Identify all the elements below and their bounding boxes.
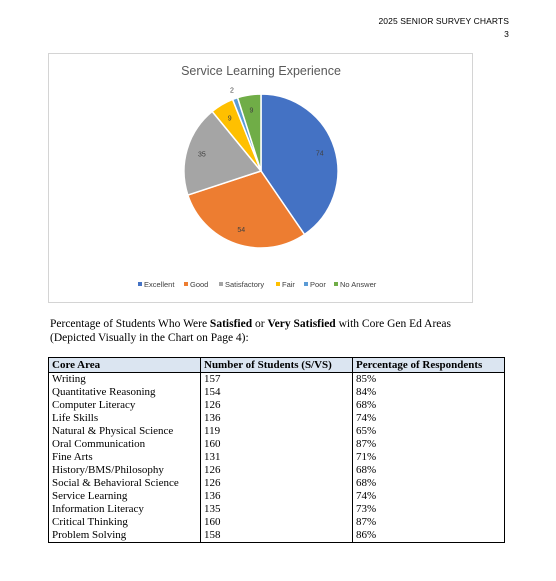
cell-core-area: Fine Arts (49, 451, 201, 464)
core-area-table (48, 357, 505, 543)
cell-percentage: 74% (353, 412, 505, 425)
cell-core-area: Service Learning (49, 490, 201, 503)
legend-label-good: Good (190, 280, 209, 289)
data-label-poor: 2 (230, 87, 234, 95)
table-row (49, 477, 505, 490)
cell-percentage: 73% (353, 503, 505, 516)
table-row (49, 516, 505, 529)
cell-core-area: Critical Thinking (49, 516, 201, 529)
cell-percentage: 86% (353, 529, 505, 543)
table-row (49, 451, 505, 464)
intro-text-line2: (Depicted Visually in the Chart on Page 4): (50, 332, 249, 344)
cell-number-of-students: 119 (201, 425, 353, 438)
cell-percentage: 68% (353, 399, 505, 412)
table-row (49, 373, 505, 387)
table-row (49, 464, 505, 477)
legend-label-no-answer: No Answer (340, 280, 377, 289)
cell-percentage: 84% (353, 386, 505, 399)
cell-core-area: Social & Behavioral Science (49, 477, 201, 490)
table-row (49, 399, 505, 412)
cell-core-area: Quantitative Reasoning (49, 386, 201, 399)
legend-label-excellent: Excellent (144, 280, 175, 289)
cell-number-of-students: 157 (201, 373, 353, 387)
legend-swatch-excellent (138, 282, 142, 286)
cell-core-area: Life Skills (49, 412, 201, 425)
intro-bold-very-satisfied: Very Satisfied (267, 318, 336, 330)
cell-percentage: 85% (353, 373, 505, 387)
legend-label-fair: Fair (282, 280, 295, 289)
header-core-area: Core Area (49, 358, 201, 373)
cell-core-area: Natural & Physical Science (49, 425, 201, 438)
cell-core-area: History/BMS/Philosophy (49, 464, 201, 477)
cell-number-of-students: 160 (201, 516, 353, 529)
legend-swatch-satisfactory (219, 282, 223, 286)
table-intro (50, 317, 510, 345)
data-label-satisfactory: 35 (198, 151, 206, 159)
cell-number-of-students: 126 (201, 477, 353, 490)
cell-percentage: 74% (353, 490, 505, 503)
table-row (49, 425, 505, 438)
table-row (49, 529, 505, 543)
cell-core-area: Problem Solving (49, 529, 201, 543)
cell-number-of-students: 135 (201, 503, 353, 516)
legend-swatch-poor (304, 282, 308, 286)
cell-number-of-students: 154 (201, 386, 353, 399)
cell-number-of-students: 126 (201, 399, 353, 412)
cell-core-area: Information Literacy (49, 503, 201, 516)
table-row (49, 412, 505, 425)
table-row (49, 490, 505, 503)
page-header-title: 2025 SENIOR SURVEY CHARTS (378, 16, 509, 26)
intro-text-1: Percentage of Students Who Were (50, 318, 210, 330)
intro-bold-satisfied: Satisfied (209, 318, 253, 330)
cell-core-area: Writing (49, 373, 201, 387)
cell-number-of-students: 158 (201, 529, 353, 543)
chart-title: Service Learning Experience (181, 64, 341, 78)
data-label-no-answer: 9 (249, 107, 254, 115)
legend-swatch-fair (276, 282, 280, 286)
legend-swatch-good (184, 282, 188, 286)
cell-number-of-students: 136 (201, 412, 353, 425)
cell-percentage: 87% (353, 516, 505, 529)
table-row (49, 503, 505, 516)
cell-percentage: 68% (353, 464, 505, 477)
table-row (49, 386, 505, 399)
legend-label-satisfactory: Satisfactory (225, 280, 265, 289)
cell-number-of-students: 131 (201, 451, 353, 464)
cell-number-of-students: 160 (201, 438, 353, 451)
data-label-excellent: 74 (315, 150, 324, 158)
legend-swatch-no-answer (334, 282, 338, 286)
cell-percentage: 68% (353, 477, 505, 490)
cell-core-area: Oral Communication (49, 438, 201, 451)
cell-percentage: 65% (353, 425, 505, 438)
cell-number-of-students: 136 (201, 490, 353, 503)
intro-text-3: with Core Gen Ed Areas (335, 318, 451, 330)
legend-label-poor: Poor (310, 280, 326, 289)
intro-text-2: or (252, 318, 268, 330)
page-number: 3 (504, 29, 509, 39)
cell-percentage: 87% (353, 438, 505, 451)
header-percentage: Percentage of Respondents (353, 358, 505, 373)
pie-chart (49, 54, 472, 302)
header-number-of-students: Number of Students (S/VS) (201, 358, 353, 373)
pie-chart-container (48, 53, 473, 303)
cell-number-of-students: 126 (201, 464, 353, 477)
data-label-good: 54 (237, 226, 246, 234)
data-label-fair: 9 (227, 115, 232, 123)
cell-percentage: 71% (353, 451, 505, 464)
table-header-row (49, 358, 505, 373)
table-row (49, 438, 505, 451)
cell-core-area: Computer Literacy (49, 399, 201, 412)
